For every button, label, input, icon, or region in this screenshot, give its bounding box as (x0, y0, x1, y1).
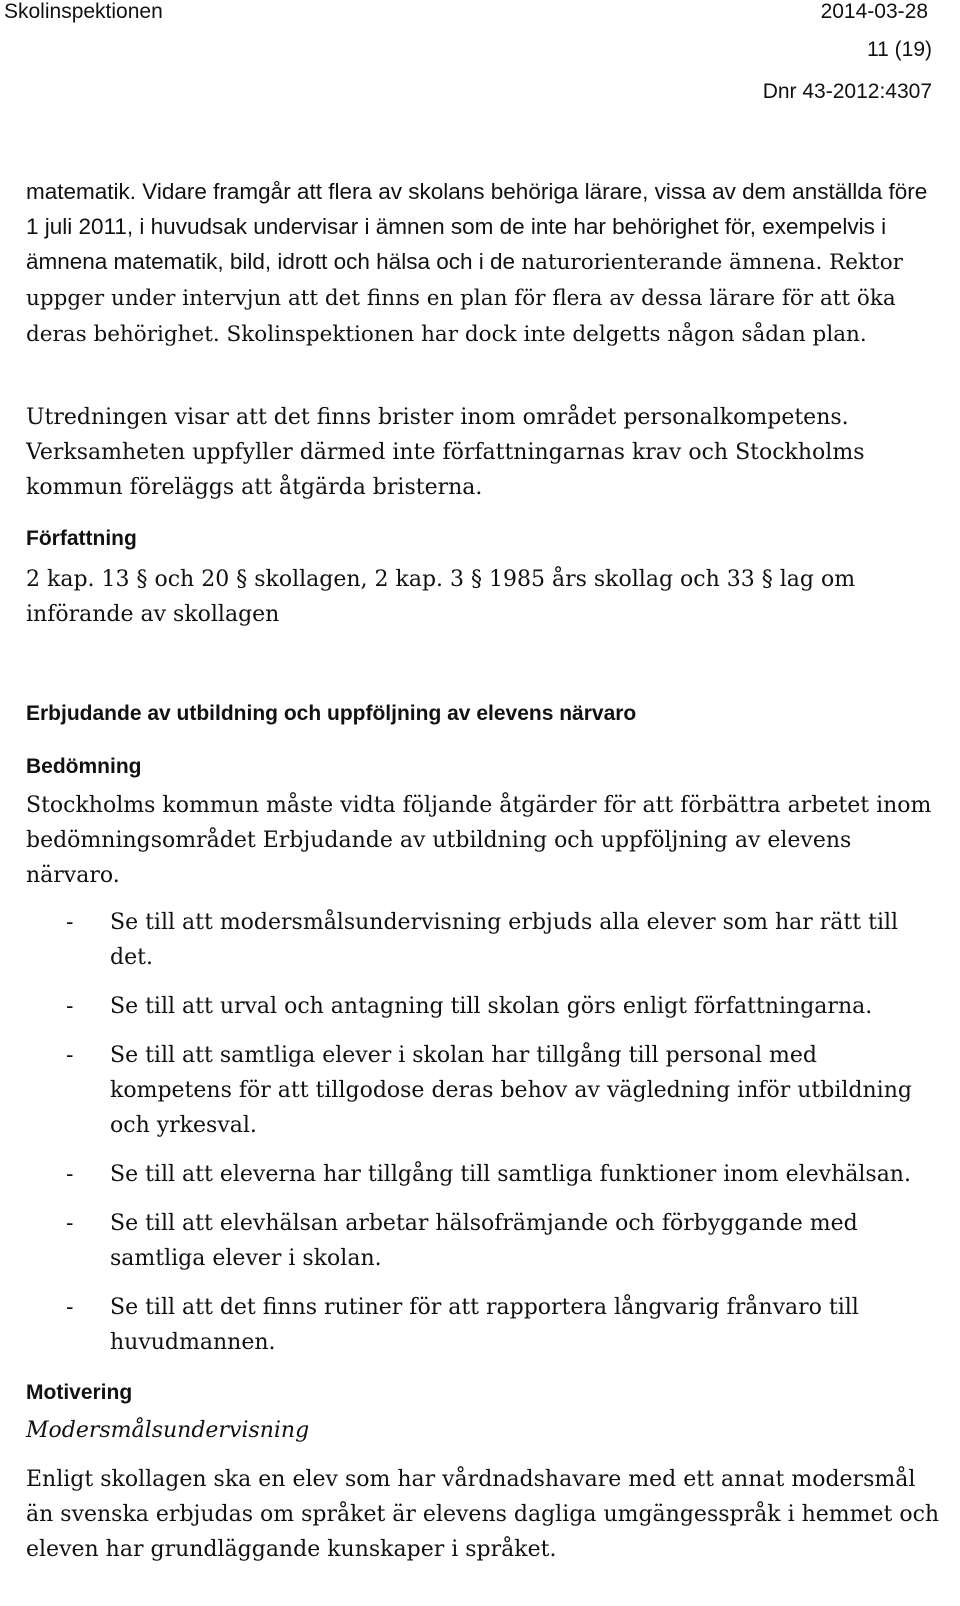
list-item-text: Se till att det finns rutiner för att rapportera långvarig frånvaro till huvudmannen. (110, 1295, 859, 1355)
paragraph-conclusion-block (26, 400, 946, 505)
motivering-text: Enligt skollagen ska en elev som har vårdnadshavare med ett annat modersmål än svenska erbjudas om språket är elevens dagliga umgängesspråk i hemmet och eleven har grundläggande kunskaper i språket. (26, 1467, 940, 1562)
list-item (26, 989, 936, 1024)
paragraph-part-sans: matematik. Vidare framgår att flera av skolans behöriga lärare, vissa av dem anställda före 1 juli 2011, i huvudsak undervisar i ämnen som de inte har behörighet för, exempelvis i ämnena matematik, bild, idrott och hälsa och i de (26, 179, 928, 274)
paragraph-part-serif: naturorienterande ämnena. Rektor uppger under intervjun att det finns en plan för flera av dessa lärare för att öka deras behörighet. Skolinspektionen har dock inte delgetts någon sådan plan. (26, 250, 903, 347)
bullet-dash: - (66, 1162, 74, 1187)
list-item (26, 1038, 936, 1143)
paragraph-conclusion: Utredningen visar att det finns brister inom området personalkompetens. Verksamheten uppfyller därmed inte författningarnas krav och Stockholms kommun föreläggs att åtgärda bristerna. (26, 405, 865, 500)
bullet-dash: - (66, 1295, 74, 1320)
header-date: 2014-03-28 (820, 0, 928, 23)
section-title: Erbjudande av utbildning och uppföljning av elevens närvaro (26, 702, 637, 725)
list-item-text: Se till att samtliga elever i skolan har tillgång till personal med kompetens för att tillgodose deras behov av vägledning inför utbildning och yrkesval. (110, 1043, 912, 1138)
bedomning-heading-block (26, 755, 946, 779)
forfattning-text: 2 kap. 13 § och 20 § skollagen, 2 kap. 3 § 1985 års skollag och 33 § lag om införande av skollagen (26, 567, 856, 627)
bullet-dash: - (66, 994, 74, 1019)
heading-forfattning: Författning (26, 527, 137, 550)
header-page-number: 11 (19) (867, 38, 932, 61)
bedomning-text-block (26, 788, 946, 893)
header-organization: Skolinspektionen (4, 0, 163, 23)
heading-bedomning: Bedömning (26, 755, 142, 778)
section-title-block (26, 702, 946, 726)
list-item-text: Se till att modersmålsundervisning erbjuds alla elever som har rätt till det. (110, 910, 899, 970)
bullet-dash: - (66, 910, 74, 935)
subheading-modersmal: Modersmålsundervisning (26, 1418, 310, 1443)
subheading-block (26, 1413, 946, 1448)
paragraph-teachers-qualification (26, 174, 946, 352)
action-list (26, 905, 936, 1360)
forfattning-block (26, 527, 946, 551)
list-item-text: Se till att eleverna har tillgång till samtliga funktioner inom elevhälsan. (110, 1162, 911, 1187)
list-item (26, 1157, 936, 1192)
motivering-text-block (26, 1462, 946, 1567)
list-item-text: Se till att elevhälsan arbetar hälsofrämjande och förbyggande med samtliga elever i skolan. (110, 1211, 858, 1271)
list-item-text: Se till att urval och antagning till skolan görs enligt författningarna. (110, 994, 873, 1019)
list-item (26, 905, 936, 975)
heading-motivering: Motivering (26, 1381, 133, 1404)
forfattning-text-block (26, 562, 946, 632)
list-item (26, 1290, 936, 1360)
header-diary-number: Dnr 43-2012:4307 (762, 80, 932, 103)
list-item (26, 1206, 936, 1276)
bedomning-text: Stockholms kommun måste vidta följande åtgärder för att förbättra arbetet inom bedömningsområdet Erbjudande av utbildning och uppföljning av elevens närvaro. (26, 793, 932, 888)
bullet-dash: - (66, 1043, 74, 1068)
section-personalkompetens (26, 174, 946, 352)
bullet-dash: - (66, 1211, 74, 1236)
motivering-heading-block (26, 1381, 946, 1405)
